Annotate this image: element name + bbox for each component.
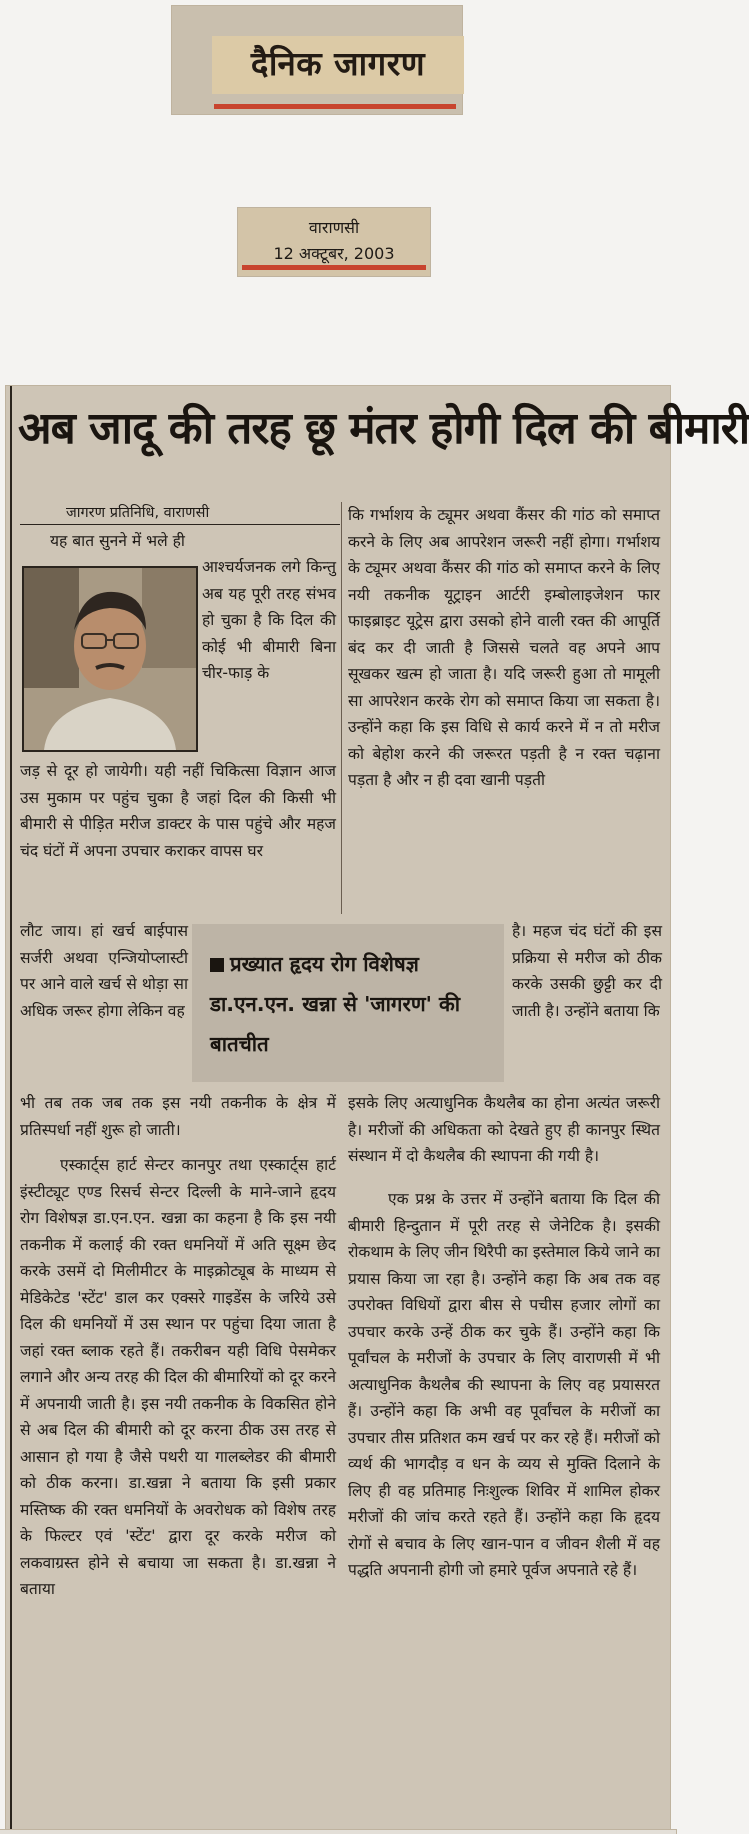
masthead-clipping <box>172 6 462 114</box>
right-narrow-paragraph: है। महज चंद घंटों की इस प्रक्रिया से मरीज को ठीक करके उसकी छुट्टी कर दी जाती है। उन्होंने बताया कि <box>512 922 662 1020</box>
intro-full-paragraph: जड़ से दूर हो जायेगी। यही नहीं चिकित्सा विज्ञान आज उस मुकाम पर पहुंच चुका है जहां दिल की किसी भी बीमारी से पीड़ित मरीज डाक्टर के पास पहुंचे और महज चंद घंटों में अपना उपचार कराकर वापस घर <box>20 762 336 860</box>
masthead-red-rule <box>214 104 456 109</box>
pullquote-label: प्रख्यात हृदय रोग विशेषज्ञ डा.एन.एन. खन्ना से 'जागरण' की बातचीत <box>210 952 461 1056</box>
masthead-title: दैनिक जागरण <box>250 44 426 83</box>
byline-rule <box>20 524 340 525</box>
intro-lead-paragraph: यह बात सुनने में भले ही <box>50 532 185 550</box>
right-cathlab-paragraph: इसके लिए अत्याधुनिक कैथलैब का होना अत्यंत जरूरी है। मरीजों की अधिकता को देखते हुए ही कानपुर स्थित संस्थान में दो कैथलैब की स्थापना की गयी है। <box>348 1094 660 1165</box>
right-question-paragraph: एक प्रश्न के उत्तर में उन्होंने बताया कि दिल की बीमारी हिन्दुतान में पूरी तरह से जेनेटिक है। इसकी रोकथाम के लिए जीन थिरैपी का इस्तेमाल किये जाने का प्रयास किया जा रहा है। उन्होंने कहा कि अब तक वह उपरोक्त विधियों द्वारा बीस से पचीस हजार लोगों का उपचार करके उन्हें ठीक कर चुके हैं। उन्होंने कहा कि पूर्वांचल के मरीजों के उपचार के लिए वाराणसी में भी अत्याधुनिक कैथलैब की स्थापना के लिए वह प्रयासरत हैं। उन्होंने कहा कि अभी वह पूर्वांचल के मरीजों का उपचार तीस प्रतिशत कम खर्च पर कर रहे हैं। मरीजों को व्यर्थ की भागदौड़ व धन के व्यय से मुक्ति दिलाने के लिए ही वह प्रतिमाह निःशुल्क शिविर में शामिल होकर मरीजों की जांच करते रहते हैं। उन्होंने कहा कि हृदय रोगों से बचाव के लिए खान-पान व जीवन शैली में वह पद्धति अपनानी होगी जो हमारे पूर्वज अपनाते रहे हैं। <box>348 1190 660 1579</box>
pullquote-text <box>210 944 486 1064</box>
intro-beside-photo-paragraph: आश्चर्यजनक लगे किन्तु अब यह पूरी तरह संभव हो चुका है कि दिल की कोई भी बीमारी बिना चीर-फाड़ के <box>202 558 336 682</box>
page-bottom-edge <box>0 1830 676 1834</box>
dateline-city: वाराणसी <box>308 218 360 237</box>
article-byline: जागरण प्रतिनिधि, वाराणसी <box>66 505 210 521</box>
bullet-square-icon <box>210 958 224 972</box>
dateline-date: 12 अक्टूबर, 2003 <box>273 244 395 263</box>
pullquote-box <box>192 924 504 1082</box>
dateline-clipping <box>238 208 430 276</box>
author-photo <box>22 566 198 752</box>
portrait-image <box>24 568 196 750</box>
column-divider <box>341 502 342 914</box>
intro-narrow-paragraph: लौट जाय। हां खर्च बाईपास सर्जरी अथवा एन्जियोप्लास्टी पर आने वाले खर्च से थोड़ा सा अधिक जरूर होगा लेकिन वह <box>20 922 188 1020</box>
article-left-border <box>10 386 12 1832</box>
escorts-paragraph: एस्कार्ट्स हार्ट सेन्टर कानपुर तथा एस्कार्ट्स हार्ट इंस्टीट्यूट एण्ड रिसर्च सेन्टर दिल्ली के माने-जाने हृदय रोग विशेषज्ञ डा.एन.एन. खन्ना का कहना है कि इस नयी तकनीक में कलाई की रक्त धमनियों में अति सूक्ष्म छेद करके उसमें दो मिलीमीटर के माइक्रोट्यूब के माध्यम से मेडिकेटेड 'स्टेंट' डाल कर एक्सरे गाइडेंस के जरिये उसे दिल की धमनियों में उस स्थान पर पहुंचा दिया जाता है जहां रक्त ब्लाक रहते हैं। तकरीबन यही विधि पेसमेकर लगाने और अन्य तरह की दिल की बीमारियों को दूर करने में अपनायी जाती है। इस नयी तकनीक के विकसित होने से अब दिल की बीमारी को दूर करना ठीक उस तरह से आसान हो गया है जैसे पथरी या गालब्लेडर की बीमारी को ठीक करना। डा.खन्ना ने बताया कि इसी प्रकार मस्तिष्क की रक्त धमनियों के अवरोधक को विशेष तरह के फिल्टर एवं 'स्टेंट' द्वारा दूर करके मरीज को लकवाग्रस्त होने से बचाया जा सकता है। डा.खन्ना ने बताया <box>20 1156 336 1598</box>
right-top-paragraph: कि गर्भाशय के ट्यूमर अथवा कैंसर की गांठ को समाप्त करने के लिए अब आपरेशन जरूरी नहीं होगा। गर्भाशय के ट्यूमर अथवा कैंसर की गांठ को समाप्त करने के लिए नयी तकनीक यूट्राइन आर्टरी इम्बोलाइजेशन फार फाइब्राइट यूट्रेस द्वारा उसको होने वाली रक्त की आपूर्ति बंद कर दी जाती है जिससे चलते वह अपने आप सूखकर खत्म हो जाता है। यदि जरूरी हुआ तो मामूली सा आपरेशन करके रोग को समाप्त किया जा सकता है। उन्होंने कहा कि इस विधि से कार्य करने में न तो मरीज को बेहोश करने की जरूरत पड़ती है न रक्त चढ़ाना पड़ता है और न ही दवा खानी पड़ती <box>348 506 660 789</box>
dateline-red-rule <box>242 265 426 270</box>
article-clipping <box>6 386 749 1832</box>
article-headline: अब जादू की तरह छू मंतर होगी दिल की बीमारी <box>18 403 749 454</box>
masthead-logo-panel <box>212 36 464 94</box>
intro-end-paragraph: भी तब तक जब तक इस नयी तकनीक के क्षेत्र में प्रतिस्पर्धा नहीं शुरू हो जाती। <box>20 1094 336 1139</box>
